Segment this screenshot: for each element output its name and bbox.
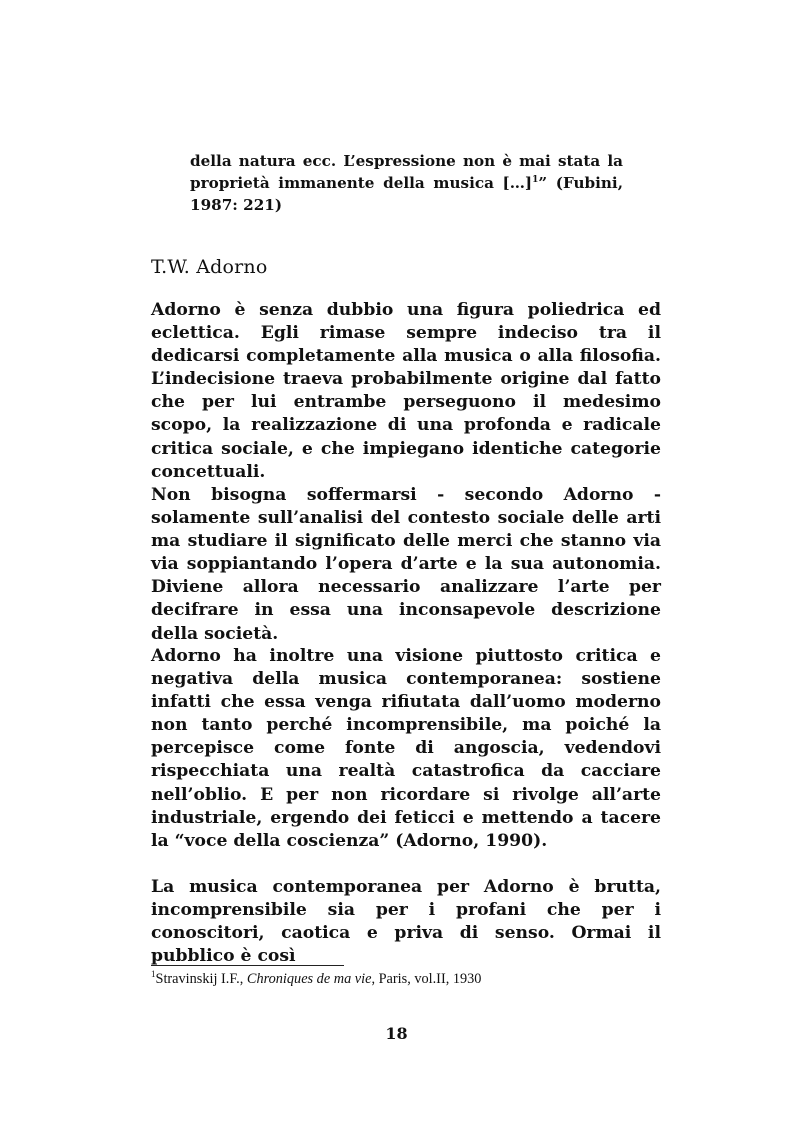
- footnote-title: Chroniques de ma vie: [246, 971, 372, 987]
- paragraph-2: Non bisogna soffermarsi - secondo Adorno - solamente sull’analisi del contesto sociale delle arti ma studiare il significato delle merci che stanno via via soppiantando l’opera d’arte e la sua autonomia. Diviene allora necessario analizzare l’arte per decifrare in essa una inconsapevole descrizione della società.: [151, 485, 661, 644]
- paragraph-4: La musica contemporanea per Adorno è brutta, incomprensibile sia per i profani che per i conoscitori, caotica e priva di senso. Ormai il pubblico è così: [151, 877, 661, 967]
- footnote-number: 1: [151, 969, 156, 980]
- footnote-reference[interactable]: 1: [532, 174, 539, 185]
- footnote-divider: [151, 965, 344, 966]
- block-quote: [190, 150, 623, 216]
- page-number: 18: [385, 1024, 408, 1043]
- footnote-author: Stravinskij I.F.,: [155, 971, 247, 987]
- paragraph-3: Adorno ha inoltre una visione piuttosto critica e negativa della musica contemporanea: sostiene infatti che essa venga rifiutata dall’uomo moderno non tanto perché incomprensibile, ma poiché la percepisce come fonte di angoscia, vedendovi rispecchiata una realtà catastrofica da cacciare nell’oblio. E per non ricordare si rivolge all’arte industriale, ergendo dei feticci e mettendo a tacere la “voce della coscienza” (Adorno, 1990).: [151, 646, 661, 851]
- footnote-details: , Paris, vol.II, 1930: [371, 971, 482, 987]
- quote-text: della natura ecc. L’espressione non è mai stata la proprietà immanente della musica […]: [190, 152, 623, 192]
- paragraph-1: Adorno è senza dubbio una figura poliedrica ed eclettica. Egli rimase sempre indeciso tra il dedicarsi completamente alla musica o alla filosofia. L’indecisione traeva probabilmente origine dal fatto che per lui entrambe perseguono il medesimo scopo, la realizzazione di una profonda e radicale critica sociale, e che impiegano identiche categorie concettuali.: [151, 300, 661, 482]
- section-heading: T.W. Adorno: [151, 256, 268, 278]
- footnote: [151, 969, 481, 989]
- quote-citation: ” (Fubini, 1987: 221): [190, 174, 623, 214]
